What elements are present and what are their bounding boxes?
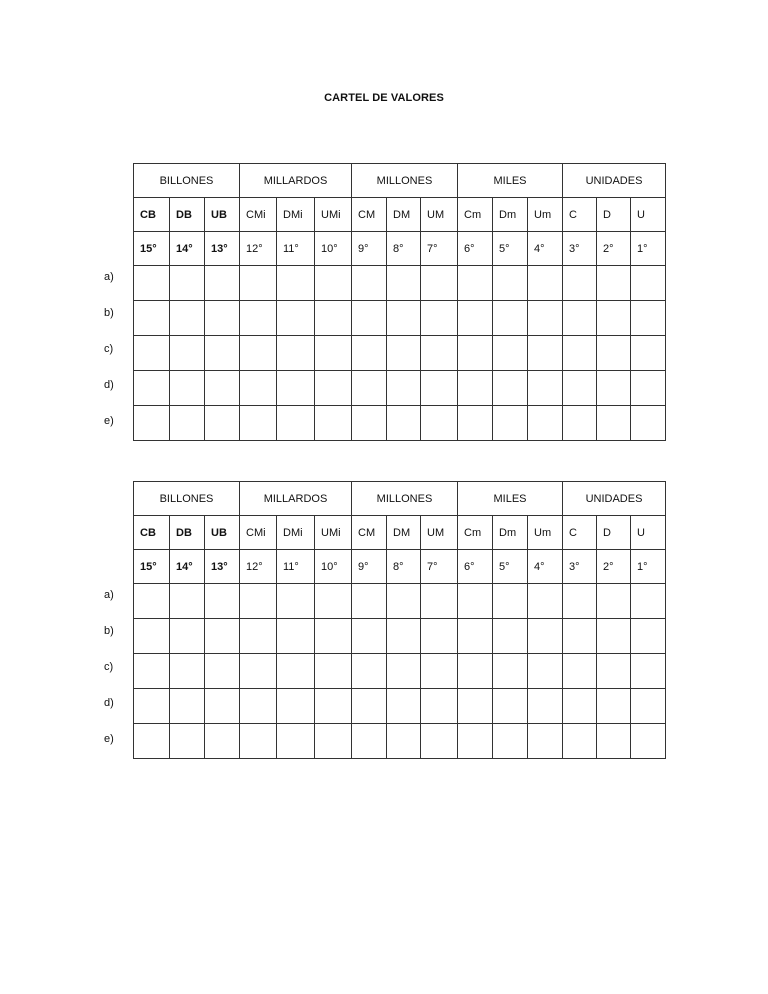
order-cell: 13° [205,232,240,266]
order-cell: 1° [631,232,666,266]
column-header: Dm [493,516,528,550]
answer-cell[interactable] [134,406,170,441]
answer-cell[interactable] [597,406,631,441]
answer-cell[interactable] [493,301,528,336]
column-header: D [597,516,631,550]
answer-cell[interactable] [315,724,352,759]
answer-cell[interactable] [528,406,563,441]
answer-cell[interactable] [205,406,240,441]
answer-cell[interactable] [563,371,597,406]
answer-cell[interactable] [563,336,597,371]
answer-cell[interactable] [421,266,458,301]
answer-cell[interactable] [563,724,597,759]
order-cell: 5° [493,232,528,266]
answer-cell[interactable] [315,619,352,654]
answer-cell[interactable] [631,619,666,654]
answer-row [134,301,666,336]
answer-cell[interactable] [563,689,597,724]
order-cell: 5° [493,550,528,584]
answer-row [134,584,666,619]
column-header: Um [528,198,563,232]
row-label: b) [104,625,114,637]
answer-cell[interactable] [315,301,352,336]
answer-cell[interactable] [387,266,421,301]
order-cell: 12° [240,232,277,266]
column-header: UM [421,516,458,550]
column-header: C [563,516,597,550]
answer-cell[interactable] [421,654,458,689]
column-header: UB [205,198,240,232]
answer-cell[interactable] [134,619,170,654]
answer-cell[interactable] [563,584,597,619]
answer-cell[interactable] [563,301,597,336]
answer-cell[interactable] [631,406,666,441]
answer-cell[interactable] [387,619,421,654]
answer-cell[interactable] [205,301,240,336]
answer-cell[interactable] [458,266,493,301]
answer-cell[interactable] [352,371,387,406]
answer-cell[interactable] [631,371,666,406]
answer-row [134,371,666,406]
answer-cell[interactable] [240,619,277,654]
answer-cell[interactable] [421,619,458,654]
column-header: CB [134,198,170,232]
group-header: UNIDADES [563,164,666,198]
row-label: c) [104,661,114,673]
order-cell: 4° [528,232,563,266]
answer-cell[interactable] [631,301,666,336]
place-value-table [133,163,666,441]
column-header: Cm [458,516,493,550]
answer-cell[interactable] [493,406,528,441]
answer-cell[interactable] [528,619,563,654]
answer-cell[interactable] [315,336,352,371]
answer-cell[interactable] [421,371,458,406]
answer-cell[interactable] [352,336,387,371]
order-row [134,550,666,584]
answer-cell[interactable] [205,724,240,759]
answer-cell[interactable] [170,584,205,619]
answer-cell[interactable] [631,689,666,724]
answer-cell[interactable] [597,619,631,654]
column-header: Dm [493,198,528,232]
page-title: CARTEL DE VALORES [324,92,444,104]
answer-cell[interactable] [493,584,528,619]
row-label: e) [104,733,114,745]
answer-cell[interactable] [528,654,563,689]
answer-cell[interactable] [421,406,458,441]
group-header: MILES [458,482,563,516]
answer-cell[interactable] [277,266,315,301]
group-header: MILLONES [352,164,458,198]
order-cell: 2° [597,232,631,266]
column-header-row [134,198,666,232]
answer-cell[interactable] [205,371,240,406]
group-header: MILES [458,164,563,198]
answer-cell[interactable] [528,371,563,406]
answer-cell[interactable] [352,301,387,336]
answer-cell[interactable] [421,336,458,371]
answer-cell[interactable] [597,724,631,759]
answer-cell[interactable] [277,584,315,619]
answer-cell[interactable] [528,689,563,724]
answer-cell[interactable] [277,724,315,759]
answer-cell[interactable] [240,336,277,371]
answer-cell[interactable] [315,266,352,301]
answer-cell[interactable] [170,371,205,406]
answer-cell[interactable] [315,689,352,724]
group-header: MILLARDOS [240,164,352,198]
answer-cell[interactable] [170,336,205,371]
column-header: DMi [277,516,315,550]
order-cell: 13° [205,550,240,584]
row-label: a) [104,271,114,283]
column-header: DMi [277,198,315,232]
answer-cell[interactable] [315,654,352,689]
order-cell: 8° [387,550,421,584]
column-header: D [597,198,631,232]
answer-cell[interactable] [458,406,493,441]
answer-cell[interactable] [205,689,240,724]
answer-cell[interactable] [277,619,315,654]
group-header: MILLARDOS [240,482,352,516]
answer-cell[interactable] [631,336,666,371]
answer-cell[interactable] [421,724,458,759]
answer-cell[interactable] [387,336,421,371]
answer-cell[interactable] [387,371,421,406]
answer-cell[interactable] [170,689,205,724]
answer-cell[interactable] [458,724,493,759]
answer-cell[interactable] [631,654,666,689]
answer-cell[interactable] [493,336,528,371]
answer-cell[interactable] [597,371,631,406]
answer-cell[interactable] [563,654,597,689]
answer-cell[interactable] [528,724,563,759]
answer-cell[interactable] [134,266,170,301]
answer-cell[interactable] [528,266,563,301]
answer-cell[interactable] [421,689,458,724]
column-header: UMi [315,198,352,232]
answer-cell[interactable] [134,689,170,724]
column-header: CB [134,516,170,550]
order-cell: 7° [421,550,458,584]
column-header: U [631,198,666,232]
answer-row [134,336,666,371]
order-cell: 9° [352,232,387,266]
order-cell: 12° [240,550,277,584]
order-cell: 14° [170,550,205,584]
answer-row [134,724,666,759]
row-label: d) [104,379,114,391]
answer-cell[interactable] [458,371,493,406]
answer-cell[interactable] [352,654,387,689]
answer-cell[interactable] [493,689,528,724]
column-header: UB [205,516,240,550]
answer-cell[interactable] [493,724,528,759]
answer-cell[interactable] [387,301,421,336]
column-header: Cm [458,198,493,232]
column-header: Um [528,516,563,550]
row-label: d) [104,697,114,709]
answer-cell[interactable] [458,301,493,336]
answer-cell[interactable] [315,406,352,441]
answer-cell[interactable] [240,266,277,301]
answer-cell[interactable] [277,406,315,441]
column-header: CMi [240,516,277,550]
answer-cell[interactable] [597,584,631,619]
answer-cell[interactable] [387,654,421,689]
answer-cell[interactable] [170,301,205,336]
row-label: a) [104,589,114,601]
answer-cell[interactable] [458,654,493,689]
answer-cell[interactable] [458,689,493,724]
answer-cell[interactable] [240,654,277,689]
column-header-row [134,516,666,550]
answer-cell[interactable] [352,406,387,441]
answer-cell[interactable] [563,619,597,654]
column-header: DB [170,198,205,232]
answer-cell[interactable] [597,266,631,301]
order-cell: 2° [597,550,631,584]
answer-cell[interactable] [597,689,631,724]
column-header: CM [352,198,387,232]
answer-cell[interactable] [170,654,205,689]
answer-cell[interactable] [458,336,493,371]
group-header: UNIDADES [563,482,666,516]
answer-cell[interactable] [493,619,528,654]
answer-cell[interactable] [134,336,170,371]
answer-cell[interactable] [315,584,352,619]
answer-cell[interactable] [277,654,315,689]
answer-cell[interactable] [597,301,631,336]
answer-cell[interactable] [563,406,597,441]
order-row [134,232,666,266]
answer-cell[interactable] [240,689,277,724]
order-cell: 7° [421,232,458,266]
answer-cell[interactable] [170,266,205,301]
answer-cell[interactable] [352,266,387,301]
answer-cell[interactable] [134,371,170,406]
answer-cell[interactable] [387,689,421,724]
answer-cell[interactable] [631,266,666,301]
answer-cell[interactable] [240,724,277,759]
answer-cell[interactable] [352,724,387,759]
column-header: C [563,198,597,232]
order-cell: 3° [563,232,597,266]
order-cell: 15° [134,232,170,266]
column-header: UM [421,198,458,232]
column-header: CM [352,516,387,550]
column-header: DM [387,198,421,232]
answer-row [134,619,666,654]
column-header: DB [170,516,205,550]
row-label: c) [104,343,114,355]
answer-cell[interactable] [421,584,458,619]
answer-cell[interactable] [528,336,563,371]
answer-cell[interactable] [240,301,277,336]
answer-cell[interactable] [387,724,421,759]
answer-cell[interactable] [315,371,352,406]
column-header: UMi [315,516,352,550]
answer-cell[interactable] [277,336,315,371]
group-header: MILLONES [352,482,458,516]
answer-cell[interactable] [387,584,421,619]
answer-cell[interactable] [597,336,631,371]
answer-cell[interactable] [421,301,458,336]
answer-cell[interactable] [134,724,170,759]
answer-cell[interactable] [170,619,205,654]
answer-cell[interactable] [205,336,240,371]
order-cell: 14° [170,232,205,266]
answer-cell[interactable] [205,619,240,654]
answer-cell[interactable] [134,584,170,619]
order-cell: 1° [631,550,666,584]
column-header: U [631,516,666,550]
answer-cell[interactable] [563,266,597,301]
answer-cell[interactable] [205,654,240,689]
answer-cell[interactable] [352,584,387,619]
answer-cell[interactable] [240,584,277,619]
order-cell: 3° [563,550,597,584]
answer-cell[interactable] [631,584,666,619]
answer-row [134,406,666,441]
answer-cell[interactable] [134,301,170,336]
answer-cell[interactable] [170,406,205,441]
answer-cell[interactable] [277,689,315,724]
answer-cell[interactable] [597,654,631,689]
answer-cell[interactable] [134,654,170,689]
order-cell: 4° [528,550,563,584]
group-header-row [134,482,666,516]
order-cell: 15° [134,550,170,584]
answer-row [134,266,666,301]
answer-cell[interactable] [493,654,528,689]
group-header: BILLONES [134,482,240,516]
answer-row [134,654,666,689]
answer-cell[interactable] [205,584,240,619]
group-header: BILLONES [134,164,240,198]
answer-cell[interactable] [240,406,277,441]
answer-cell[interactable] [387,406,421,441]
order-cell: 8° [387,232,421,266]
order-cell: 10° [315,232,352,266]
order-cell: 11° [277,232,315,266]
row-label: b) [104,307,114,319]
answer-cell[interactable] [493,266,528,301]
answer-cell[interactable] [528,584,563,619]
answer-row [134,689,666,724]
order-cell: 6° [458,232,493,266]
place-value-table [133,481,666,759]
answer-cell[interactable] [528,301,563,336]
column-header: DM [387,516,421,550]
column-header: CMi [240,198,277,232]
answer-cell[interactable] [458,584,493,619]
answer-cell[interactable] [631,724,666,759]
answer-cell[interactable] [170,724,205,759]
row-label: e) [104,415,114,427]
group-header-row [134,164,666,198]
answer-cell[interactable] [352,619,387,654]
answer-cell[interactable] [240,371,277,406]
answer-cell[interactable] [277,301,315,336]
order-cell: 10° [315,550,352,584]
answer-cell[interactable] [458,619,493,654]
order-cell: 9° [352,550,387,584]
answer-cell[interactable] [493,371,528,406]
answer-cell[interactable] [277,371,315,406]
order-cell: 6° [458,550,493,584]
order-cell: 11° [277,550,315,584]
answer-cell[interactable] [205,266,240,301]
answer-cell[interactable] [352,689,387,724]
